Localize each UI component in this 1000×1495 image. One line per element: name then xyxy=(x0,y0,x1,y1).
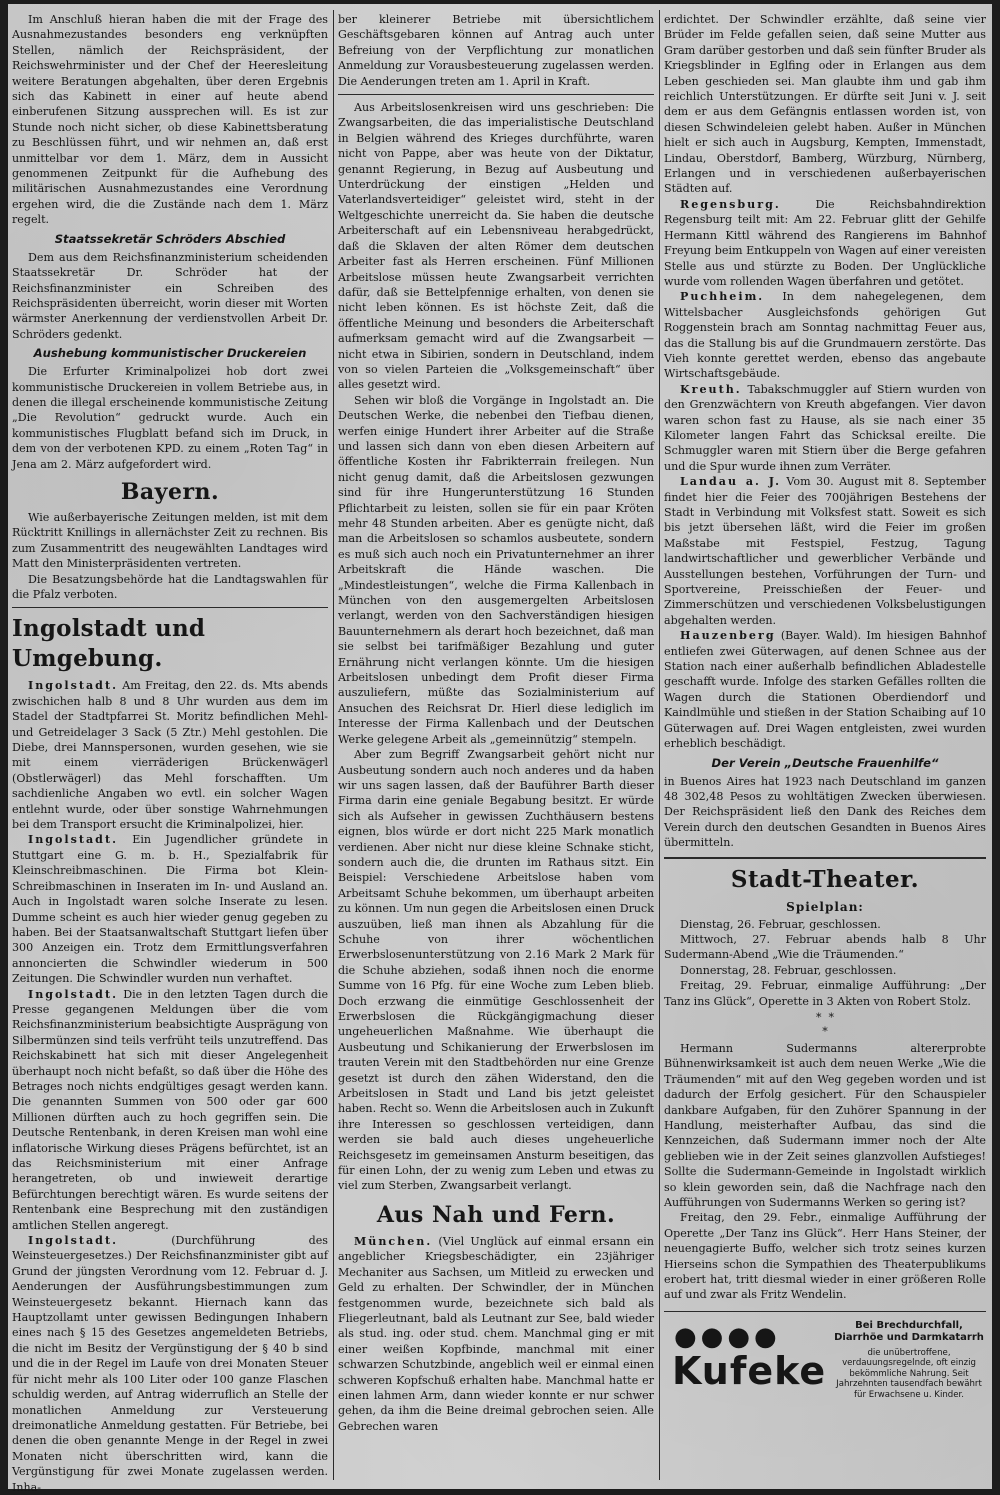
article-paragraph: Aber zum Begriff Zwangsarbeit gehört nicht nur Ausbeutung sondern auch noch anderes und da haben wir uns sagen lassen, daß der Bauführer Barth dieser Firma darin eine geniale Begabung besitzt. Er würde sich als Aufseher in gewissen Zuchthäusern bestens eignen, blos würde er dort nicht 225 Mark monatlich verdienen. Aber nicht nur diese kleine Schnake sticht, sondern auch die, die drunten im Rathaus sitzt. Ein Beispiel: Verschiedene Arbeitslose haben vom Arbeitsamt Schuhe bekommen, um überhaupt arbeiten zu können. Um nun gegen die Arbeitslosen einen Druck auszuüben, ließ man ihnen als Abzahlung für die Schuhe von ihrer wöchentlichen Erwerbslosenunterstützung von 2.16 Mark 2 Mark für die Schuhe abziehen, sodaß ihnen noch die enorme Summe von 16 Pfg. für eine Woche zum Leben blieb. Doch erzwang die einmütige Geschlossenheit der Erwerbslosen die Rückgängigmachung dieser ungeheuerlichen Maßnahme. Wie überhaupt die Ausbeutung und Schikanierung der Erwerbslosen im trauten Verein mit den Stadtbehörden nur eine Grenze gesetzt ist durch den zähen Widerstand, den die Arbeitslosen in Stadt und Land bis jetzt geleistet haben. Recht so. Wenn die Arbeitslosen auch in Zukunft ihre Interessen so geschlossen verteidigen, dann werden sie bald auch dieses ungeheuerliche Reichsgesetz im gemeinsamen Ansturm beseitigen, das für einen Lohn, der zu wenig zum Leben und etwas zu viel zum Sterben, Zwangsarbeit verlangt. xyxy=(338,748,654,1193)
dateline: Ingolstadt. xyxy=(28,679,118,693)
column-1 xyxy=(12,12,329,1494)
dateline: Ingolstadt. xyxy=(28,833,118,847)
news-item xyxy=(664,197,986,289)
article-paragraph: in Buenos Aires hat 1923 nach Deutschland im ganzen 48 302,48 Pesos zu wohltätigen Zwecken überwiesen. Der Reichspräsident ließ den Dank des Reiches dem Verein durch den deutschen Gesandten in Buenos Aires übermitteln. xyxy=(664,774,986,850)
news-text: Die Reichsbahndirektion Regensburg teilt mit: Am 22. Februar glitt der Gehilfe Hermann Kittl während des Rangierens im Bahnhof Freyung beim Entkuppeln von Wagen auf einer vereisten Stelle aus und stürzte zu Boden. Der Unglückliche wurde vom rollenden Wagen überfahren und getötet. xyxy=(664,197,986,288)
column-rule xyxy=(659,10,660,1480)
subheading: Aushebung kommunistischer Druckereien xyxy=(33,346,307,361)
news-item xyxy=(12,678,328,832)
article-paragraph: Hermann Sudermanns altererprobte Bühnenwirksamkeit ist auch dem neuen Werke „Wie die Träumenden“ mit auf den Weg gegeben worden und ist dadurch der Erfolg gesichert. Für den Schauspieler dankbare Aufgaben, für den Zuhörer Spannung in der Handlung, meisterhafter Aufbau, das sind die Kennzeichen, daß Sudermann immer noch der Alte geblieben wie in der Zeit seines glanzvollen Aufstieges! Sollte die Sudermann-Gemeinde in Ingolstadt wirklich so klein geworden sein, daß die Nachfrage nach den Aufführungen von Sudermanns Werken so gering ist? xyxy=(664,1041,986,1210)
article-paragraph: erdichtet. Der Schwindler erzählte, daß seine vier Brüder im Felde gefallen seien, daß seine Mutter aus Gram darüber gestorben und daß sein fünfter Bruder als Kriegsblinder in Eglfing oder in Erlangen aus dem Leben geschieden sei. Man glaubte ihm und gab ihm reichlich Unterstützungen. Er dürfte seit Juni v. J. seit dem er aus dem Gefängnis entlassen worden ist, von diesen Schwindeleien gelebt haben. Außer in München hielt er sich auch in Augsburg, Kempten, Immenstadt, Lindau, Oberstdorf, Bamberg, Würzburg, Nürnberg, Erlangen und in verschiedenen außerbayerischen Städten auf. xyxy=(664,13,986,196)
divider xyxy=(664,857,986,859)
news-item xyxy=(338,1234,654,1434)
article-paragraph: Die Erfurter Kriminalpolizei hob dort zwei kommunistische Druckereien in vollem Betriebe aus, in denen die illegal erscheinende kommunistische Zeitung „Die Revolution“ gedruckt wurde. Auch ein kommunistisches Flugblatt befand sich im Druck, in dem von der verbotenen KPD. zu einem „Roten Tag“ in Jena am 2. März aufgefordert wird. xyxy=(12,365,328,471)
separator-stars: * * * xyxy=(816,1010,834,1038)
article-paragraph: Freitag, den 29. Febr., einmalige Aufführung der Operette „Der Tanz ins Glück“. Herr Hans Steiner, der neuengagierte Buffo, welcher sich trotz seines kurzen Hierseins schon die Sympathien des Theaterpublikums erobert hat, tritt diesmal wieder in einer größeren Rolle auf und zwar als Fritz Wendelin. xyxy=(664,1211,986,1302)
section-heading: Stadt-Theater. xyxy=(730,865,920,893)
ad-headline: Bei Brechdurchfall, Diarrhöe und Darmkatarrh xyxy=(834,1319,984,1343)
dateline: Kreuth. xyxy=(680,382,742,396)
program-entry: Dienstag, 26. Februar, geschlossen. xyxy=(680,917,881,931)
program-entry: Donnerstag, 28. Februar, geschlossen. xyxy=(680,963,897,977)
news-item xyxy=(664,289,986,381)
dateline: München. xyxy=(354,1234,433,1248)
article-paragraph: ber kleinerer Betriebe mit übersichtlichem Geschäftsgebaren können auf Antrag auch unter Befreiung von der Verpflichtung zur monatlichen Anmeldung zur Vorausbesteuerung zugelassen werden. Die Aenderungen treten am 1. April in Kraft. xyxy=(338,13,654,88)
news-text: Am Freitag, den 22. ds. Mts abends zwischichen halb 8 und 8 Uhr wurden aus dem im Stadel der Stadtpfarrei St. Moritz befindlichen Mehl- und Getreidelager 3 Sack (5 Ztr.) Mehl gestohlen. Die Diebe, drei Mannspersonen, wurden gesehen, wie sie mit einem vierräderigen Brückenwägerl (Obstlerwägerl) das Mehl forschafften. Um sachdienliche Angaben wo evtl. ein solcher Wagen entlehnt wurde, oder über sonstige Wahrnehmungen bei dem Transport ersucht die Kriminalpolizei, hier. xyxy=(12,679,329,832)
dateline: Puchheim. xyxy=(680,290,765,304)
dateline: Hauzenberg xyxy=(680,629,776,643)
news-text: In dem nahegelegenen, dem Wittelsbacher Ausgleichsfonds gehörigen Gut Roggenstein brach am Sonntag nachmittag Feuer aus, das die Stallung bis auf die Grundmauern zerstörte. Das Vieh konnte gerettet werden, ebenso das angebaute Wirtschaftsgebäude. xyxy=(664,290,986,381)
ad-dots: ●●●● xyxy=(674,1321,781,1352)
divider xyxy=(338,94,654,95)
column-3 xyxy=(664,12,986,1482)
subheading: Der Verein „Deutsche Frauenhilfe“ xyxy=(711,755,939,770)
article-paragraph: Wie außerbayerische Zeitungen melden, ist mit dem Rücktritt Knillings in allernächster Zeit zu rechnen. Bis zum Zusammentritt des neugewählten Landtages wird Matt den Ministerpräsidenten vertreten. xyxy=(12,510,328,571)
dateline: Regensburg. xyxy=(680,197,781,211)
article-paragraph: Dem aus dem Reichsfinanzministerium scheidenden Staatssekretär Dr. Schröder hat der Reichsfinanzminister ein Schreiben des Reichspräsidenten überreicht, worin dieser mit Worten wärmster Anerkennung der verdienstvollen Arbeit Dr. Schröders gedenkt. xyxy=(12,250,328,341)
subheading: Staatssekretär Schröders Abschied xyxy=(54,231,286,246)
program-title: Spielplan: xyxy=(786,899,864,914)
news-text: (Bayer. Wald). Im hiesigen Bahnhof entliefen zwei Güterwagen, auf denen Schnee aus der Station nach einer außerhalb befindlichen Abladestelle geschafft wurde. Infolge des starken Gefälles rollten die Wagen durch die Stationen Oberdiendorf und Kaindlmühle und stießen in der Station Schaibing auf 10 Güterwagen auf. Drei Wagen entgleisten, zwei wurden erheblich beschädigt. xyxy=(664,629,986,751)
program-entry: Freitag, 29. Februar, einmalige Aufführung: „Der Tanz ins Glück“, Operette in 3 Akten von Robert Stolz. xyxy=(664,979,986,1008)
column-rule xyxy=(333,10,334,1480)
news-item xyxy=(12,1233,328,1495)
section-heading: Bayern. xyxy=(120,478,220,505)
news-text: Tabakschmuggler auf Stiern wurden von den Grenzwächtern von Kreuth abgefangen. Vier davon waren schon fast zu Hause, als sie nach einer 35 Kilometer langen Fahrt das Schicksal ereilte. Die Schmuggler waren mit Stiern über die Berge gefahren und die Spur wurde ihnen zum Verräter. xyxy=(664,382,986,473)
divider xyxy=(12,607,328,608)
dateline: Landau a. J. xyxy=(680,475,781,489)
newspaper-page xyxy=(8,4,992,1494)
news-text: (Viel Unglück auf einmal ersann ein angeblicher Kriegsbeschädigter, ein 23jähriger Mechaniter aus Sachsen, um Mitleid zu erwecken und Geld zu erhalten. Der Schwindler, der in München festgenommen wurde, bezeichnete sich bald als Fliegerleutnant, bald als Leutnant zur See, bald wieder als stud. ing. oder stud. chem. Manchmal ging er mit einer weißen Kopfbinde, manchmal mit einer schwarzen Schutzbinde, angeblich weil er einmal einen schweren Kopfschuß erhalten habe. Manchmal hatte er einen lahmen Arm, dann wieder konnte er nur schwer gehen, da ihm die Beine dreimal gebrochen seien. Alle Gebrechen waren xyxy=(338,1234,654,1433)
dateline: Ingolstadt. xyxy=(28,1234,118,1248)
news-text: Vom 30. August mit 8. September findet hier die Feier des 700jährigen Bestehens der Stadt in Verbindung mit Volksfest statt. Soweit es sich bis jetzt übersehen läßt, wird die Feier im großen Maßstabe mit Festspiel, Festzug, Tagung landwirtschaftlicher und gewerblicher Verbände und Ausstellungen bestehen, Vorführungen der Turn- und Sportvereine, Preisschießen der Feuer- und Zimmerschützen und verschiedenen Volksbelustigungen abgehalten werden. xyxy=(664,475,986,627)
news-item xyxy=(664,474,986,628)
news-text: Die in den letzten Tagen durch die Presse gegangenen Meldungen über die vom Reichsfinanzministerium beabsichtigte Ausprägung von Silbermünzen sind teils verfrüht teils unzutreffend. Das Reichskabinett hat sich mit dieser Angelegenheit überhaupt noch nicht befaßt, so daß über die Höhe des Betrages noch nichts endgültiges gesagt werden kann. Die genannten Summen von 500 oder gar 600 Millionen dürften auch zu hoch gegriffen sein. Die Deutsche Rentenbank, in deren Kreisen man wohl eine inflatorische Wirkung dieses Prägens befürchtet, ist an das Reichsministerium mit einer Anfrage herangetreten, ob und inwieweit derartige Befürchtungen berechtigt wären. Es wurde seitens der Rentenbank eine Besprechung mit den zuständigen amtlichen Stellen angeregt. xyxy=(12,987,329,1232)
section-heading: Aus Nah und Fern. xyxy=(376,1201,616,1228)
ad-text: die unübertroffene, verdauungsregelnde, oft einzig bekömmliche Nahrung. Seit Jahrzehnten tausendfach bewährt für Erwachsene u. Kinder. xyxy=(836,1347,982,1400)
advertisement xyxy=(664,1311,986,1410)
news-text: (Durchführung des Weinsteuergesetzes.) Der Reichsfinanzminister gibt auf Grund der jüngsten Verordnung vom 12. Februar d. J. Aenderungen der Ausführungsbestimmungen zum Weinsteuergesetz bekannt. Hiernach kann das Hauptzollamt unter gewissen Bedingungen Inhabern eines nach § 15 des Gesetzes angemeldeten Betriebs, die nicht im Besitz der Vergünstigung der § 40 b sind und die in der Regel im Laufe von drei Monaten Steuer für nicht mehr als 100 Liter oder 100 ganze Flaschen schuldig werden, auf Antrag widerruflich an Stelle der monatlichen Anmeldung zur Versteuerung dreimonatliche Anmeldung gestatten. Für Betriebe, bei denen die oben genannte Menge in der Regel in zwei Monaten nicht überschritten wird, kann die Vergünstigung für zwei Monate zugelassen werden. Inha- xyxy=(12,1234,328,1494)
section-heading: Ingolstadt und Umgebung. xyxy=(12,615,206,673)
article-paragraph: Die Besatzungsbehörde hat die Landtagswahlen für die Pfalz verboten. xyxy=(12,572,328,601)
column-2 xyxy=(338,12,654,1482)
news-item xyxy=(12,987,328,1234)
news-text: Ein Jugendlicher gründete in Stuttgart eine G. m. b. H., Spezialfabrik für Kleinschreibmaschinen. Die Firma bot Klein-Schreibmaschinen in Inseraten im In- und Ausland an. Auch in Ingolstadt waren solche Inserate zu lesen. Dumme scheint es auch hier wieder genug gegeben zu haben. Bei der Staatsanwaltschaft Stuttgart liefen über 300 Anzeigen ein. Trotz dem Ermittlungsverfahren annoncierten die Schwindler wiederum in 500 Zeitungen. Die Schwindler wurden nun verhaftet. xyxy=(12,833,328,986)
dateline: Ingolstadt. xyxy=(28,987,118,1001)
news-item xyxy=(664,382,986,474)
ad-brand: Kufeke xyxy=(672,1348,827,1393)
news-item xyxy=(12,832,328,986)
program-entry: Mittwoch, 27. Februar abends halb 8 Uhr Sudermann-Abend „Wie die Träumenden.“ xyxy=(664,932,986,962)
news-item xyxy=(664,628,986,751)
article-paragraph: Im Anschluß hieran haben die mit der Frage des Ausnahmezustandes besonders eng verknüpften Stellen, nämlich der Reichspräsident, der Reichswehrminister und der Chef der Heeresleitung weitere Beratungen abgehalten, über deren Ergebnis sich das Kabinett in einer auf heute abend einberufenen Sitzung aussprechen will. Es ist zur Stunde noch nicht sicher, ob diese Kabinettsberatung zu Beschlüssen führt, und wir nehmen an, daß erst unmittelbar vor dem 1. März, dem in Aussicht genommenen Zeitpunkt für die Aufhebung des militärischen Ausnahmezustandes eine Verordnung ergehen wird, die die Zustände nach dem 1. März regelt. xyxy=(12,13,328,227)
article-paragraph: Sehen wir bloß die Vorgänge in Ingolstadt an. Die Deutschen Werke, die nebenbei den Tiefbau dienen, werfen einige Hundert ihrer Arbeiter auf die Straße und lassen sich dann von eben diesen Arbeitern auf öffentliche Kosten ihr Fabrikterrain freilegen. Nun nicht genug damit, daß die Arbeitslosen gezwungen sind für ihre Hungerunterstützung 16 Stunden Pflichtarbeit zu leisten, sollen sie für ein paar Kröten mehr 48 Stunden arbeiten. Aber es genügte nicht, daß man die Arbeitslosen so schamlos ausbeutete, sondern es muß sich auch noch ein Privatunternehmer an ihrer Arbeitskraft die Hände waschen. Die „Mindestleistungen“, welche die Firma Kallenbach in München von den ausgemergelten Arbeitslosen verlangt, werden von den Sachverständigen hiesigen Bauunternehmern als derart hoch bezeichnet, daß man sie selbst bei tarifmäßiger Bezahlung und guter Ernährung nicht verlangen könnte. Um die hiesigen Arbeitslosen unbedingt dem Profit dieser Firma auszuliefern, müßte das Sozialministerium auf Ansuchen des Reichsrat Dr. Hierl diese lediglich im Interesse der Firma Kallenbach und der Deutschen Werke gelegene Arbeit als „gemeinnützig“ stempeln. xyxy=(338,393,654,746)
article-paragraph: Aus Arbeitslosenkreisen wird uns geschrieben: Die Zwangsarbeiten, die das imperialistische Deutschland in Belgien während des Krieges durchführte, waren nicht von Pappe, aber was heute von der Diktatur, genannt Regierung, in Bezug auf Ausbeutung und Unterdrückung der einstigen „Helden und Vaterlandsverteidiger“ geleistet wird, steht in der Weltgeschichte unerreicht da. Sie haben die deutsche Arbeiterschaft auf ein Lebensniveau herabgedrückt, daß die Sklaven der alten Römer dem deutschen Arbeiter fast als Herren erscheinen. Fünf Millionen Arbeitslose müssen heute Zwangsarbeit verrichten dafür, daß sie Bettelpfennige erhalten, von denen sie nicht leben können. Es ist höchste Zeit, daß die öffentliche Meinung und besonders die Arbeiterschaft aufmerksam gemacht wird auf die Zwangsarbeit — nicht etwa in Sibirien, sondern in Deutschland, indem von so vielen Parteien die „Volksgemeinschaft“ über alles gesetzt wird. xyxy=(338,101,654,392)
